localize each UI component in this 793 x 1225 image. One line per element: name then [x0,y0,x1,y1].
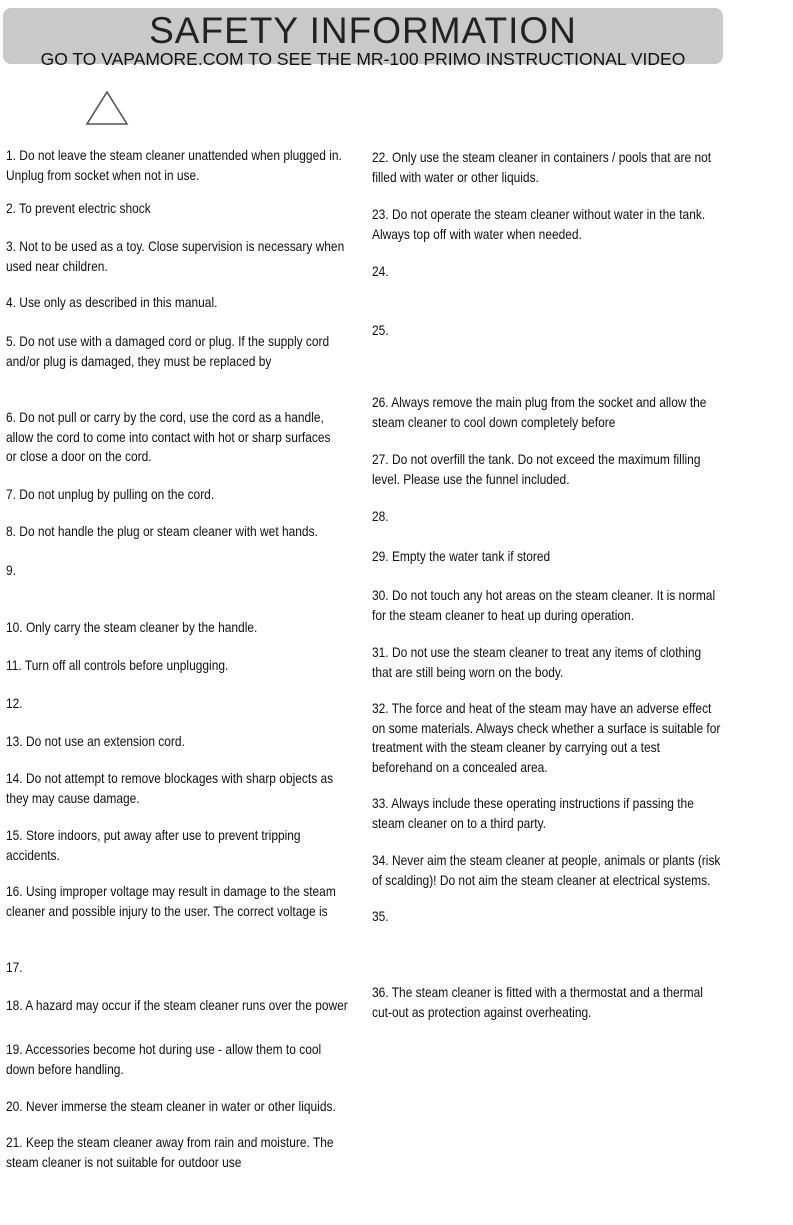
item-line: beforehand on a concealed area. [372,759,548,775]
item-line: 22. Only use the steam cleaner in containers / pools that are not [372,150,712,165]
item-line: or close a door on the cord. [6,449,152,464]
item-line: 24. [372,264,389,279]
left-item-14 [6,769,333,808]
item-line: of scalding)! Do not aim the steam cleaner at electrical systems. [372,872,711,888]
page-title: SAFETY INFORMATION [149,10,577,51]
left-item-2 [6,199,151,219]
header-banner [3,8,723,69]
item-line: 32. The force and heat of the steam may have an adverse effect [372,701,712,716]
item-line: 18. A hazard may occur if the steam cleaner runs over the power [6,998,348,1013]
item-line: steam cleaner on to a third party. [372,815,546,831]
right-item-1 [372,148,711,187]
item-line: 29. Empty the water tank if stored [372,549,551,564]
item-line: 4. Use only as described in this manual. [6,295,218,310]
item-line: 7. Do not unplug by pulling on the cord. [6,487,215,502]
item-line: that are still being worn on the body. [372,664,564,680]
right-item-9 [372,586,715,625]
right-item-15 [372,983,703,1022]
left-item-5 [6,332,329,371]
item-line: 17. [6,960,23,975]
item-line: 6. Do not pull or carry by the cord, use the cord as a handle, [6,410,324,425]
item-line: 1. Do not leave the steam cleaner unattended when plugged in. [6,148,342,163]
right-item-12 [372,794,694,833]
item-line: 2. To prevent electric shock [6,201,151,216]
item-line: cut-out as protection against overheating. [372,1004,592,1020]
item-line: 9. [6,563,16,578]
item-line: 31. Do not use the steam cleaner to treat any items of clothing [372,645,702,660]
item-line: used near children. [6,258,108,274]
item-line: down before handling. [6,1061,124,1077]
item-line: 8. Do not handle the plug or steam cleaner with wet hands. [6,524,318,539]
item-line: 27. Do not overfill the tank. Do not exceed the maximum filling [372,452,701,467]
warning-triangle-icon [85,90,129,126]
item-line: 10. Only carry the steam cleaner by the handle. [6,620,258,635]
item-line: 14. Do not attempt to remove blockages with sharp objects as [6,771,334,786]
right-item-3 [372,262,389,282]
right-item-6 [372,450,700,489]
left-item-10 [6,618,257,638]
left-item-16 [6,882,336,921]
left-item-17 [6,958,23,978]
right-item-2 [372,205,705,244]
right-item-7 [372,507,389,527]
item-line: 35. [372,909,389,924]
item-line: 36. The steam cleaner is fitted with a thermostat and a thermal [372,985,703,1000]
item-line: 25. [372,323,389,338]
item-line: 5. Do not use with a damaged cord or plug. If the supply cord [6,334,330,349]
item-line: treatment with the steam cleaner by carrying out a test [372,740,660,755]
item-line: 15. Store indoors, put away after use to prevent tripping [6,828,301,843]
item-line: allow the cord to come into contact with hot or sharp surfaces [6,429,331,445]
right-item-14 [372,907,389,927]
right-item-11 [372,699,720,777]
item-line: 13. Do not use an extension cord. [6,734,185,749]
right-item-8 [372,547,550,567]
right-item-4 [372,321,389,341]
item-line: Always top off with water when needed. [372,226,582,242]
item-line: 3. Not to be used as a toy. Close supervision is necessary when [6,239,345,254]
left-item-15 [6,826,301,865]
left-item-1 [6,146,342,185]
left-item-12 [6,694,23,714]
left-item-11 [6,656,228,676]
page-subtitle: GO TO VAPAMORE.COM TO SEE THE MR-100 PRIMO INSTRUCTIONAL VIDEO [40,49,686,69]
item-line: 19. Accessories become hot during use - allow them to cool [6,1042,322,1057]
left-item-4 [6,293,217,313]
left-item-6 [6,408,330,467]
item-line: cleaner and possible injury to the user. The correct voltage is [6,903,328,919]
item-line: they may cause damage. [6,790,140,806]
left-item-18 [6,996,348,1016]
item-line: 21. Keep the steam cleaner away from rain and moisture. The [6,1135,334,1150]
item-line: 28. [372,509,389,524]
left-item-7 [6,485,214,505]
left-item-13 [6,732,185,752]
left-item-20 [6,1097,336,1117]
left-item-19 [6,1040,321,1079]
item-line: 12. [6,696,23,711]
item-line: 26. Always remove the main plug from the socket and allow the [372,395,707,410]
item-line: filled with water or other liquids. [372,169,539,185]
left-item-8 [6,522,318,542]
item-line: Unplug from socket when not in use. [6,167,200,183]
item-line: steam cleaner is not suitable for outdoor use [6,1154,242,1170]
item-line: accidents. [6,847,60,863]
left-item-3 [6,237,344,276]
item-line: 33. Always include these operating instructions if passing the [372,796,694,811]
item-line: 30. Do not touch any hot areas on the steam cleaner. It is normal [372,588,716,603]
item-line: level. Please use the funnel included. [372,471,570,487]
item-line: 11. Turn off all controls before unplugging. [6,658,229,673]
item-line: for the steam cleaner to heat up during operation. [372,607,635,623]
item-line: 34. Never aim the steam cleaner at people, animals or plants (risk [372,853,721,868]
right-item-13 [372,851,720,890]
left-item-21 [6,1133,334,1172]
right-item-10 [372,643,701,682]
left-item-9 [6,561,16,581]
item-line: and/or plug is damaged, they must be replaced by [6,353,272,369]
item-line: 20. Never immerse the steam cleaner in water or other liquids. [6,1099,336,1114]
item-line: 23. Do not operate the steam cleaner without water in the tank. [372,207,706,222]
item-line: on some materials. Always check whether a surface is suitable for [372,720,721,736]
right-item-5 [372,393,706,432]
item-line: 16. Using improper voltage may result in damage to the steam [6,884,336,899]
item-line: steam cleaner to cool down completely before [372,414,616,430]
